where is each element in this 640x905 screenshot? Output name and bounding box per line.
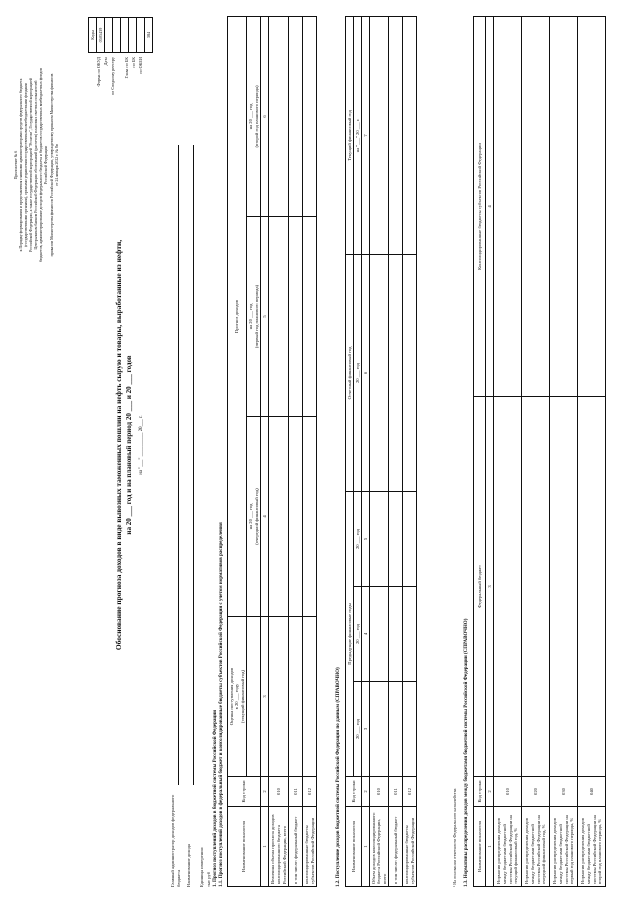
row-code: 010	[269, 777, 289, 807]
okud-label: Форма по ОКУД	[96, 57, 101, 87]
row-name: Норматив распределения доходов между бюджетами бюджетной системы Российской Федерации на второй год планового периода, %	[578, 807, 606, 887]
col-header-f2: на 20 ___ год (первый год планового периода)	[247, 217, 261, 417]
cell[interactable]	[403, 492, 417, 587]
col-header-prev-y1: 20 ___ год	[354, 682, 362, 777]
appendix-line: от 24 января 2022 г. № 8н	[54, 143, 59, 187]
okei-label: по ОКЕИ	[138, 57, 143, 74]
col-number: 6	[261, 16, 269, 216]
col-number: 4	[486, 17, 494, 397]
col-number: 2	[362, 777, 370, 807]
col-header-current-y: на "___" 20 ___ г.	[354, 17, 362, 255]
table-row	[370, 17, 389, 887]
income-name-line	[193, 145, 194, 785]
row-code: 020	[522, 777, 550, 807]
col-number: 1	[486, 807, 494, 887]
col-number: 4	[362, 587, 370, 682]
section1-title: 1. Прогноз поступлений доходов в бюджетной системы Российской Федерации	[213, 709, 218, 887]
cell[interactable]	[578, 17, 606, 397]
cell[interactable]	[303, 217, 317, 417]
chapter-value	[129, 18, 137, 53]
date-value	[105, 18, 113, 53]
cell[interactable]	[389, 682, 403, 777]
codes-header: Коды	[89, 18, 97, 53]
appendix-line: Центральным банком Российской Федерации обоснований (расчетов) плановых сметных показателей	[34, 80, 39, 250]
col-header-cons: Консолидированные бюджеты субъектов Российской Федерации	[474, 17, 486, 397]
bk-value	[137, 18, 145, 53]
cell[interactable]	[370, 682, 389, 777]
document-title: Обоснование прогноза доходов в виде вывозных таможенных пошлин на нефть сырую и товары, выработанные из нефти,	[114, 239, 123, 651]
document-date: на "___" __________ 20___ г.	[139, 415, 144, 475]
table-row	[303, 16, 317, 886]
row-name: консолидированные бюджеты субъектов Российской Федерации	[303, 807, 317, 887]
cell[interactable]	[389, 492, 403, 587]
col-number: 2	[486, 777, 494, 807]
unit-value: тыс руб	[206, 871, 211, 887]
cell[interactable]	[269, 16, 289, 216]
col-number: 3	[362, 682, 370, 777]
cell[interactable]	[289, 217, 303, 417]
codes-table	[88, 17, 153, 53]
chapter-label: Глава по БК	[124, 57, 129, 79]
cell[interactable]	[269, 217, 289, 417]
col-number: 5	[362, 492, 370, 587]
cell[interactable]	[289, 417, 303, 617]
unit-label: Единица измерения:	[199, 847, 204, 887]
row-code: 012	[303, 777, 317, 807]
table-row	[403, 17, 417, 887]
col-number: 7	[362, 17, 370, 255]
row-code: 012	[403, 777, 417, 807]
cell[interactable]	[494, 17, 522, 397]
table-row	[522, 17, 550, 887]
col-header-report: Отчетный финансовый год	[346, 255, 354, 492]
appendix-line: Приложение № 6	[14, 150, 18, 180]
cell[interactable]	[303, 417, 317, 617]
col-number: 3	[261, 617, 269, 777]
col-header-estimate: Оценка поступления доходов в 20 ___ году (текущий финансовый год)	[228, 617, 247, 777]
section13-table	[473, 16, 606, 887]
col-header-f3: на 20 ___ год (второй год планового периода)	[247, 16, 261, 216]
row-name: в том числе: федеральный бюджет	[289, 807, 303, 887]
col-header-forecast: Прогноз доходов	[228, 16, 247, 616]
cell[interactable]	[370, 492, 389, 587]
cell[interactable]	[389, 17, 403, 255]
cell[interactable]	[370, 255, 389, 492]
section11-table	[227, 16, 317, 887]
cell[interactable]	[550, 397, 578, 777]
table-row	[389, 17, 403, 887]
table-row	[550, 17, 578, 887]
table-row	[289, 16, 303, 886]
section12-title: 1.2. Поступление доходов бюджетной системы Российской Федерации по данным (СПРАВОЧНО)	[336, 667, 341, 887]
appendix-line: приказом Министерства финансов Российской Федерации, утвержденному приказом Министерства финансов	[49, 73, 54, 257]
row-name: Объем доходов консолидированного бюджета Российской Федерации, всего	[370, 807, 389, 887]
row-name: Норматив распределения доходов между бюджетами бюджетной системы Российской Федерации на очередной финансовый год, %	[522, 807, 550, 887]
cell[interactable]	[269, 417, 289, 617]
col-header-f1: на 20 ___ год (очередной финансовый год)	[247, 417, 261, 617]
table-row	[269, 16, 289, 886]
col-header-prev: Предыдущие финансовые годы	[346, 492, 354, 777]
appendix-line: (государственными органами), органами управления государственными внебюджетными фондами	[24, 83, 29, 247]
cell[interactable]	[289, 16, 303, 216]
cell[interactable]	[370, 17, 389, 255]
row-name: Норматив распределения доходов между бюджетами бюджетной системы Российской Федерации на первый год планового периода, %	[550, 807, 578, 887]
cell[interactable]	[370, 587, 389, 682]
appendix-line: бюджетов, администрирование доходов федерального бюджета и бюджетов государственных внебюджетных фондов	[39, 67, 44, 263]
admin-field-line	[178, 145, 179, 785]
cell[interactable]	[403, 255, 417, 492]
row-name: консолидированные бюджеты субъектов Российской Федерации	[403, 807, 417, 887]
row-code: 010	[494, 777, 522, 807]
section11-title: 1.1. Прогноз поступлений доходов в федеральный бюджет и консолидированные бюджеты субъектов Российской Федерации с учетом нормативов распределения	[219, 522, 224, 887]
col-number: 6	[362, 255, 370, 492]
empty-code	[121, 18, 129, 53]
table-row	[578, 17, 606, 887]
cell[interactable]	[403, 587, 417, 682]
admin-field-label: Главный администратор доходов федерального бюджета	[170, 794, 181, 887]
col-header-fed: Федеральный бюджет	[474, 397, 486, 777]
appendix-block	[14, 15, 60, 315]
appendix-line: Российской Федерации	[44, 145, 49, 185]
col-number: 5	[261, 217, 269, 417]
document-subtitle: на 20 ___ год и на плановый период 20 ___ и 20 ___ годов	[125, 355, 133, 535]
cell[interactable]	[550, 17, 578, 397]
row-code: 011	[389, 777, 403, 807]
cell[interactable]	[303, 16, 317, 216]
date-label: Дата	[103, 57, 108, 66]
col-header-code: Код строки	[474, 777, 486, 807]
table-row	[494, 17, 522, 887]
appendix-line: к Порядку формирования и представления главными администраторами средств федерального бюджета	[19, 78, 24, 252]
row-code: 040	[578, 777, 606, 807]
bk-label: по БК	[131, 57, 136, 68]
col-header-name: Наименование показателя	[474, 807, 486, 887]
col-header-code: Код строки	[346, 777, 362, 807]
col-header-report-y: 20 ___ год	[354, 255, 362, 492]
col-number: 3	[486, 397, 494, 777]
col-number: 1	[261, 807, 269, 887]
cell[interactable]	[269, 617, 289, 777]
income-name-label: Наименование дохода	[186, 844, 191, 887]
appendix-line: Российской Федерации, а также государственной корпорацией "Росатом", Государственной корпорацией	[29, 78, 34, 252]
cell[interactable]	[389, 255, 403, 492]
col-header-prev-y2: 20 ___ год	[354, 587, 362, 682]
section12-footnote: ¹ На основании отчетности Федерального казначейства	[452, 788, 457, 887]
col-header-name: Наименование показателя	[346, 807, 362, 887]
section13-title: 1.3. Нормативы распределения доходов между бюджетами бюджетной системы Российской Федерации (СПРАВОЧНО)	[464, 618, 469, 887]
cell[interactable]	[578, 397, 606, 777]
row-name: Норматив распределения доходов между бюджетами бюджетной системы Российской Федерации на текущий финансовый год, %	[494, 807, 522, 887]
okei-value: 384	[145, 18, 153, 53]
row-code: 011	[289, 777, 303, 807]
col-header-code: Код строки	[228, 777, 261, 807]
cell[interactable]	[403, 17, 417, 255]
okud-value: 0505439	[97, 18, 105, 53]
cell[interactable]	[389, 587, 403, 682]
cell[interactable]	[522, 397, 550, 777]
section12-table	[345, 16, 417, 887]
registry-label: по Сводному реестру	[110, 57, 115, 96]
cell[interactable]	[522, 17, 550, 397]
cell[interactable]	[289, 617, 303, 777]
row-name: в том числе: федеральный бюджет	[389, 807, 403, 887]
col-header-prev-y3: 20 ___ год	[354, 492, 362, 587]
cell[interactable]	[494, 397, 522, 777]
estimate-spacer	[247, 617, 261, 777]
row-code: 030	[550, 777, 578, 807]
codes-labels	[88, 57, 144, 205]
col-number: 1	[362, 807, 370, 887]
row-code: 010	[370, 777, 389, 807]
registry-value	[113, 18, 121, 53]
cell[interactable]	[303, 617, 317, 777]
col-header-name: Наименование показателя	[228, 807, 261, 887]
col-number: 2	[261, 777, 269, 807]
col-number: 4	[261, 417, 269, 617]
row-name: Величина объема прогноза доходов консолидированного бюджета Российской Федерации, всего	[269, 807, 289, 887]
col-header-current: Текущий финансовый год	[346, 17, 354, 255]
cell[interactable]	[403, 682, 417, 777]
